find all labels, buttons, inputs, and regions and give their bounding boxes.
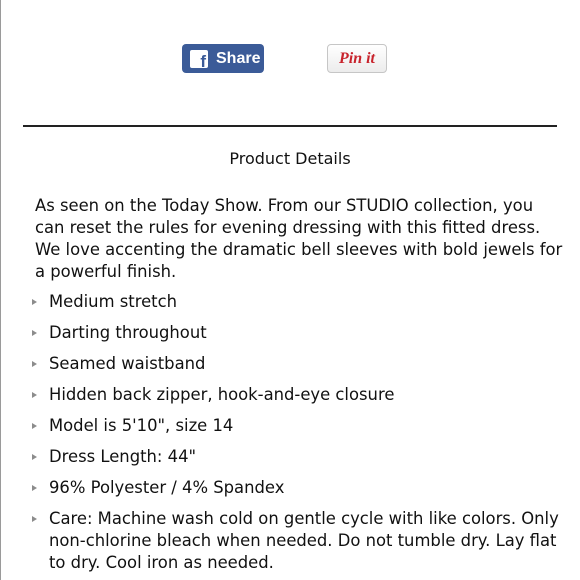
product-feature-list: [32, 291, 567, 574]
section-divider: [23, 125, 557, 127]
list-item-text: Medium stretch: [49, 292, 178, 311]
product-details-title: Product Details: [229, 149, 351, 168]
list-item: [32, 446, 567, 468]
list-item-text: Seamed waistband: [49, 354, 206, 373]
list-item-text: Model is 5'10", size 14: [49, 416, 234, 435]
triangle-right-icon: [32, 361, 37, 367]
share-buttons: [182, 44, 387, 73]
triangle-right-icon: [32, 330, 37, 336]
list-item-text: Hidden back zipper, hook-and-eye closure: [49, 385, 395, 404]
list-item: [32, 353, 567, 375]
triangle-right-icon: [32, 392, 37, 398]
left-border: [0, 0, 1, 580]
list-item-text: 96% Polyester / 4% Spandex: [49, 478, 285, 497]
facebook-share-button[interactable]: [182, 44, 264, 73]
pinterest-pin-button[interactable]: [327, 44, 387, 73]
triangle-right-icon: [32, 423, 37, 429]
list-item: [32, 322, 567, 344]
list-item-text: Care: Machine wash cold on gentle cycle with like colors. Only non-chlorine bleach when needed. Do not tumble dry. Lay flat to dry. Cool iron as needed.: [49, 509, 559, 572]
facebook-share-label: Share: [216, 49, 261, 67]
list-item-text: Darting throughout: [49, 323, 207, 342]
list-item-text: Dress Length: 44": [49, 447, 197, 466]
list-item: [32, 415, 567, 437]
triangle-right-icon: [32, 516, 37, 522]
pinterest-pin-label: Pin it: [338, 49, 375, 67]
triangle-right-icon: [32, 485, 37, 491]
facebook-icon: f: [190, 50, 208, 68]
list-item: [32, 477, 567, 499]
list-item: [32, 508, 567, 574]
product-description: As seen on the Today Show. From our STUDIO collection, you can reset the rules for evening dressing with this fitted dress. We love accenting the dramatic bell sleeves with bold jewels for a powerful finish.: [35, 196, 563, 281]
list-item: [32, 384, 567, 406]
triangle-right-icon: [32, 454, 37, 460]
triangle-right-icon: [32, 299, 37, 305]
list-item: [32, 291, 567, 313]
